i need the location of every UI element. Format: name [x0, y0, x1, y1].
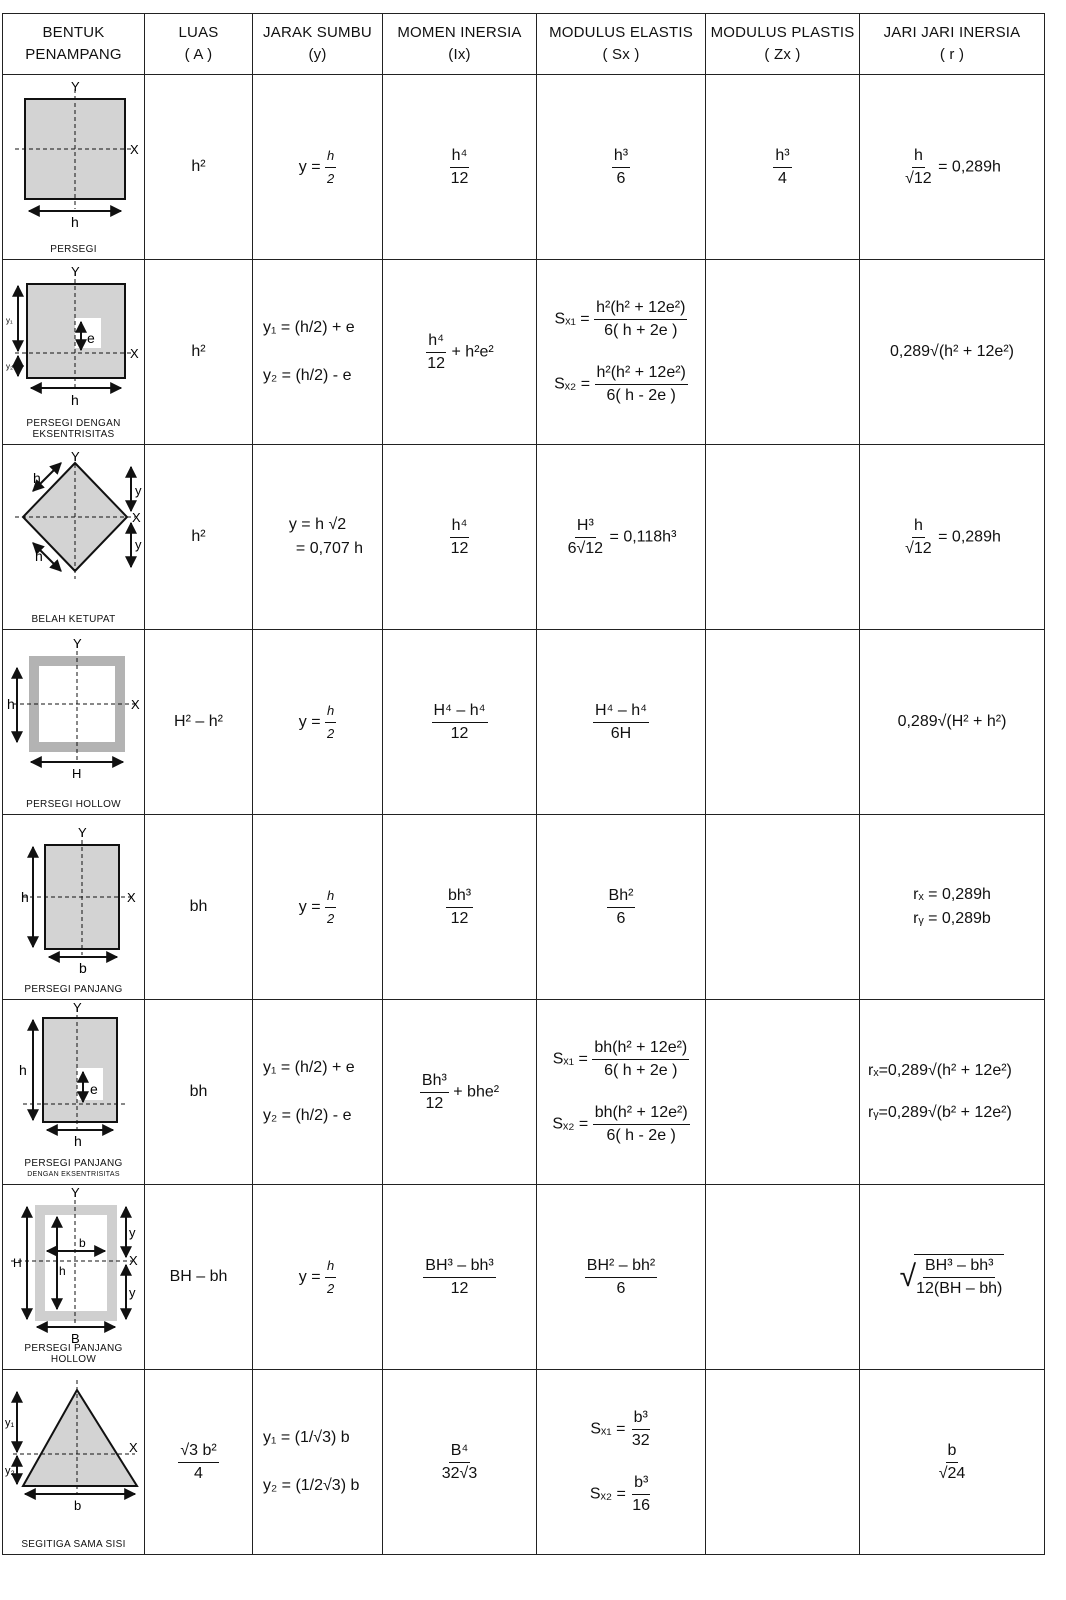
svg-text:b: b: [74, 1498, 82, 1513]
svg-text:H: H: [72, 766, 82, 781]
svg-text:y: y: [129, 1285, 136, 1300]
inertia-cell: $\frac{\text{h⁴}}{12}$ + h²e²: [383, 260, 537, 445]
svg-text:X: X: [130, 346, 139, 361]
shape-name: SEGITIGA SAMA SISI: [21, 1539, 126, 1550]
svg-text:y: y: [135, 537, 142, 552]
plastic-modulus-cell: [706, 630, 860, 815]
shape-cell: [3, 75, 145, 260]
radius-cell: rₓ=0,289√(h² + 12e²) rᵧ=0,289√(b² + 12e²): [860, 1000, 1045, 1185]
header-area: LUAS ( A ): [145, 14, 253, 75]
svg-text:X: X: [129, 1253, 138, 1268]
axis-distance-cell: y₁ = (h/2) + e y₂ = (h/2) - e: [253, 1000, 383, 1185]
elastic-modulus-cell: $\frac{\text{h³}}{6}$: [537, 75, 706, 260]
elastic-modulus-cell: $\frac{\text{H⁴ – h⁴}}{6H}$: [537, 630, 706, 815]
shape-name: PERSEGI HOLLOW: [26, 799, 121, 810]
svg-text:h: h: [71, 392, 79, 408]
elastic-modulus-cell: $\frac{\text{H³}}{6√12}$ = 0,118h³: [537, 445, 706, 630]
svg-text:Y: Y: [78, 825, 87, 840]
rectangle-eccentric-section-diagram: [3, 1000, 144, 1184]
svg-text:y₂: y₂: [6, 362, 14, 371]
svg-text:X: X: [129, 1440, 138, 1455]
svg-text:Y: Y: [73, 1000, 82, 1015]
axis-distance-cell: y = $\frac{h}{2}$: [253, 630, 383, 815]
svg-text:y: y: [129, 1225, 136, 1240]
plastic-modulus-cell: $\frac{\text{h³}}{4}$: [706, 75, 860, 260]
shape-name: BELAH KETUPAT: [31, 614, 116, 625]
shape-cell: [3, 1185, 145, 1370]
svg-text:Y: Y: [71, 449, 80, 464]
triangle-section-diagram: [3, 1370, 144, 1554]
svg-text:X: X: [132, 510, 141, 525]
area-cell: bh: [145, 815, 253, 1000]
plastic-modulus-cell: [706, 815, 860, 1000]
svg-text:Y: Y: [71, 264, 80, 279]
area-cell: h²: [145, 445, 253, 630]
axis-distance-cell: y = $\frac{h}{2}$: [253, 815, 383, 1000]
hollow-rectangle-section-diagram: [3, 1185, 144, 1369]
svg-text:h: h: [19, 1062, 27, 1078]
hollow-square-section-diagram: [3, 630, 144, 814]
svg-text:X: X: [130, 142, 139, 157]
header-moment-of-inertia: MOMEN INERSIA (Ix): [383, 14, 537, 75]
radius-cell: $\frac{b}{√24}$: [860, 1370, 1045, 1555]
shape-cell: [3, 1000, 145, 1185]
svg-text:h: h: [33, 470, 41, 486]
inertia-cell: $\frac{\text{H⁴ – h⁴}}{12}$: [383, 630, 537, 815]
inertia-cell: $\frac{\text{BH³ – bh³}}{12}$: [383, 1185, 537, 1370]
svg-text:X: X: [127, 890, 136, 905]
shape-name: PERSEGI DENGAN EKSENTRISITAS: [26, 418, 121, 440]
radius-cell: rₓ = 0,289h rᵧ = 0,289b: [860, 815, 1045, 1000]
axis-distance-cell: y = $\frac{h}{2}$: [253, 75, 383, 260]
inertia-cell: $\frac{\text{Bh³}}{12}$ + bhe²: [383, 1000, 537, 1185]
svg-text:e: e: [87, 330, 95, 346]
inertia-cell: $\frac{\text{h⁴}}{12}$: [383, 75, 537, 260]
table-row: [3, 1370, 1045, 1555]
radius-cell: $\frac{h}{√12}$ = 0,289h: [860, 75, 1045, 260]
svg-text:h: h: [74, 1133, 82, 1149]
svg-text:h: h: [7, 696, 15, 712]
svg-text:Y: Y: [71, 1185, 80, 1200]
area-cell: $\frac{\text{√3 b²}}{4}$: [145, 1370, 253, 1555]
table-row: [3, 445, 1045, 630]
table-row: [3, 1000, 1045, 1185]
area-cell: h²: [145, 260, 253, 445]
svg-text:e: e: [90, 1081, 98, 1097]
area-cell: h²: [145, 75, 253, 260]
shape-name: PERSEGI PANJANG DENGAN EKSENTRISITAS: [24, 1158, 123, 1178]
svg-text:y₁: y₁: [6, 316, 13, 325]
header-elastic-modulus: MODULUS ELASTIS ( Sx ): [537, 14, 706, 75]
radius-cell: 0,289√(H² + h²): [860, 630, 1045, 815]
table-row: [3, 260, 1045, 445]
inertia-cell: $\frac{\text{bh³}}{12}$: [383, 815, 537, 1000]
shape-name: PERSEGI PANJANG HOLLOW: [24, 1343, 123, 1365]
svg-text:H: H: [13, 1256, 22, 1270]
plastic-modulus-cell: [706, 1370, 860, 1555]
svg-text:B: B: [71, 1331, 80, 1346]
axis-distance-cell: y = h √2 = 0,707 h: [253, 445, 383, 630]
svg-text:y₁: y₁: [5, 1417, 15, 1429]
shape-cell: [3, 815, 145, 1000]
elastic-modulus-cell: Sₓ₁ = $\frac{\text{b³}}{32}$ Sₓ₂ = $\frac{\text{b³}}{16}$: [537, 1370, 706, 1555]
elastic-modulus-cell: Sₓ₁ = $\frac{\text{bh(h² + 12e²)}}{6( h + 2e )}$ Sₓ₂ = $\frac{\text{bh(h² + 12e²)}}{6( h - 2e )}$: [537, 1000, 706, 1185]
header-shape: BENTUK PENAMPANG: [3, 14, 145, 75]
axis-distance-cell: y = $\frac{h}{2}$: [253, 1185, 383, 1370]
shape-cell: [3, 260, 145, 445]
shape-cell: [3, 445, 145, 630]
shape-name: PERSEGI: [50, 244, 97, 255]
table-row: [3, 630, 1045, 815]
header-axis-distance: JARAK SUMBU (y): [253, 14, 383, 75]
table-row: [3, 1185, 1045, 1370]
radius-cell: 0,289√(h² + 12e²): [860, 260, 1045, 445]
header-row: [3, 14, 1045, 75]
svg-text:X: X: [131, 697, 140, 712]
rhombus-section-diagram: [3, 445, 144, 629]
radius-cell: $\frac{h}{√12}$ = 0,289h: [860, 445, 1045, 630]
svg-text:b: b: [79, 960, 87, 976]
svg-text:Y: Y: [71, 79, 80, 94]
axis-distance-cell: y₁ = (1/√3) b y₂ = (1/2√3) b: [253, 1370, 383, 1555]
area-cell: BH – bh: [145, 1185, 253, 1370]
svg-text:Y: Y: [73, 636, 82, 651]
svg-text:h: h: [71, 214, 79, 230]
rectangle-section-diagram: [3, 815, 144, 999]
svg-text:h: h: [59, 1264, 66, 1278]
square-eccentric-section-diagram: [3, 260, 144, 444]
shape-cell: [3, 1370, 145, 1555]
table-row: [3, 815, 1045, 1000]
header-radius-of-gyration: JARI JARI INERSIA ( r ): [860, 14, 1045, 75]
area-cell: H² – h²: [145, 630, 253, 815]
shape-cell: [3, 630, 145, 815]
plastic-modulus-cell: [706, 260, 860, 445]
svg-text:h: h: [21, 889, 29, 905]
svg-text:h: h: [35, 548, 43, 564]
section-properties-table: [2, 13, 1045, 1555]
plastic-modulus-cell: [706, 1000, 860, 1185]
table-row: [3, 75, 1045, 260]
axis-distance-cell: y₁ = (h/2) + e y₂ = (h/2) - e: [253, 260, 383, 445]
elastic-modulus-cell: $\frac{\text{Bh²}}{6}$: [537, 815, 706, 1000]
plastic-modulus-cell: [706, 445, 860, 630]
elastic-modulus-cell: Sₓ₁ = $\frac{\text{h²(h² + 12e²)}}{6( h + 2e )}$ Sₓ₂ = $\frac{\text{h²(h² + 12e²)}}{6( h - 2e )}$: [537, 260, 706, 445]
svg-text:b: b: [79, 1236, 86, 1250]
shape-name: PERSEGI PANJANG: [24, 984, 123, 995]
inertia-cell: $\frac{\text{h⁴}}{12}$: [383, 445, 537, 630]
elastic-modulus-cell: $\frac{\text{BH² – bh²}}{6}$: [537, 1185, 706, 1370]
inertia-cell: $\frac{\text{B⁴}}{32√3}$: [383, 1370, 537, 1555]
radius-cell: √ $\frac{\text{BH³ – bh³}}{12(BH - bh)}$: [860, 1185, 1045, 1370]
header-plastic-modulus: MODULUS PLASTIS ( Zx ): [706, 14, 860, 75]
square-section-diagram: [3, 75, 144, 259]
svg-text:y₂: y₂: [5, 1465, 15, 1477]
svg-text:y: y: [135, 483, 142, 498]
area-cell: bh: [145, 1000, 253, 1185]
plastic-modulus-cell: [706, 1185, 860, 1370]
